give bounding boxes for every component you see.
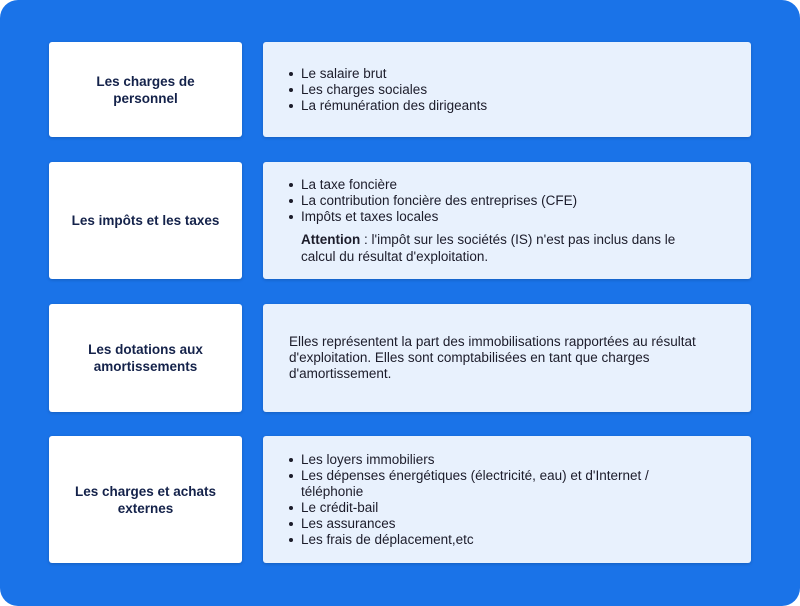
list-item: La contribution foncière des entreprises (CFE): [301, 193, 751, 209]
list-item: La rémunération des dirigeants: [301, 98, 751, 114]
row-impots: [49, 162, 751, 279]
row-label: Les charges de personnel: [96, 73, 195, 106]
attention-note: [301, 231, 751, 265]
list-item: La taxe foncière: [301, 177, 751, 193]
label-box: [49, 304, 242, 412]
row-personnel: [49, 42, 751, 137]
label-box: [49, 42, 242, 137]
row-charges-externes: [49, 436, 751, 563]
item-list: [263, 452, 751, 548]
attention-label: Attention: [301, 231, 361, 247]
list-item: Le salaire brut: [301, 66, 751, 82]
row-label: Les impôts et les taxes: [71, 213, 220, 228]
list-item: Les frais de déplacement,etc: [301, 532, 751, 548]
list-item: Les charges sociales: [301, 82, 751, 98]
row-dotations: [49, 304, 751, 412]
list-item: Les loyers immobiliers: [301, 452, 751, 468]
content-box: [263, 162, 751, 279]
item-list: [263, 177, 751, 225]
item-list: [263, 66, 751, 114]
list-item: Les dépenses énergétiques (électricité, eau) et d'Internet / téléphonie: [301, 468, 751, 500]
row-label: Les dotations aux amortissements: [88, 342, 203, 374]
label-box: [49, 162, 242, 279]
list-item: Les assurances: [301, 516, 751, 532]
label-box: [49, 436, 242, 563]
content-box: [263, 304, 751, 412]
row-label: Les charges et achats externes: [74, 483, 217, 516]
attention-text: : l'impôt sur les sociétés (IS) n'est pas inclus dans le calcul du résultat d'exploitation.: [301, 231, 676, 264]
content-box: [263, 436, 751, 563]
content-box: [263, 42, 751, 137]
description-paragraph: Elles représentent la part des immobilisations rapportées au résultat d'exploitation. Elles sont comptabilisées en tant que charges d'amortissement.: [289, 334, 696, 381]
list-item: Le crédit-bail: [301, 500, 751, 516]
list-item: Impôts et taxes locales: [301, 209, 751, 225]
